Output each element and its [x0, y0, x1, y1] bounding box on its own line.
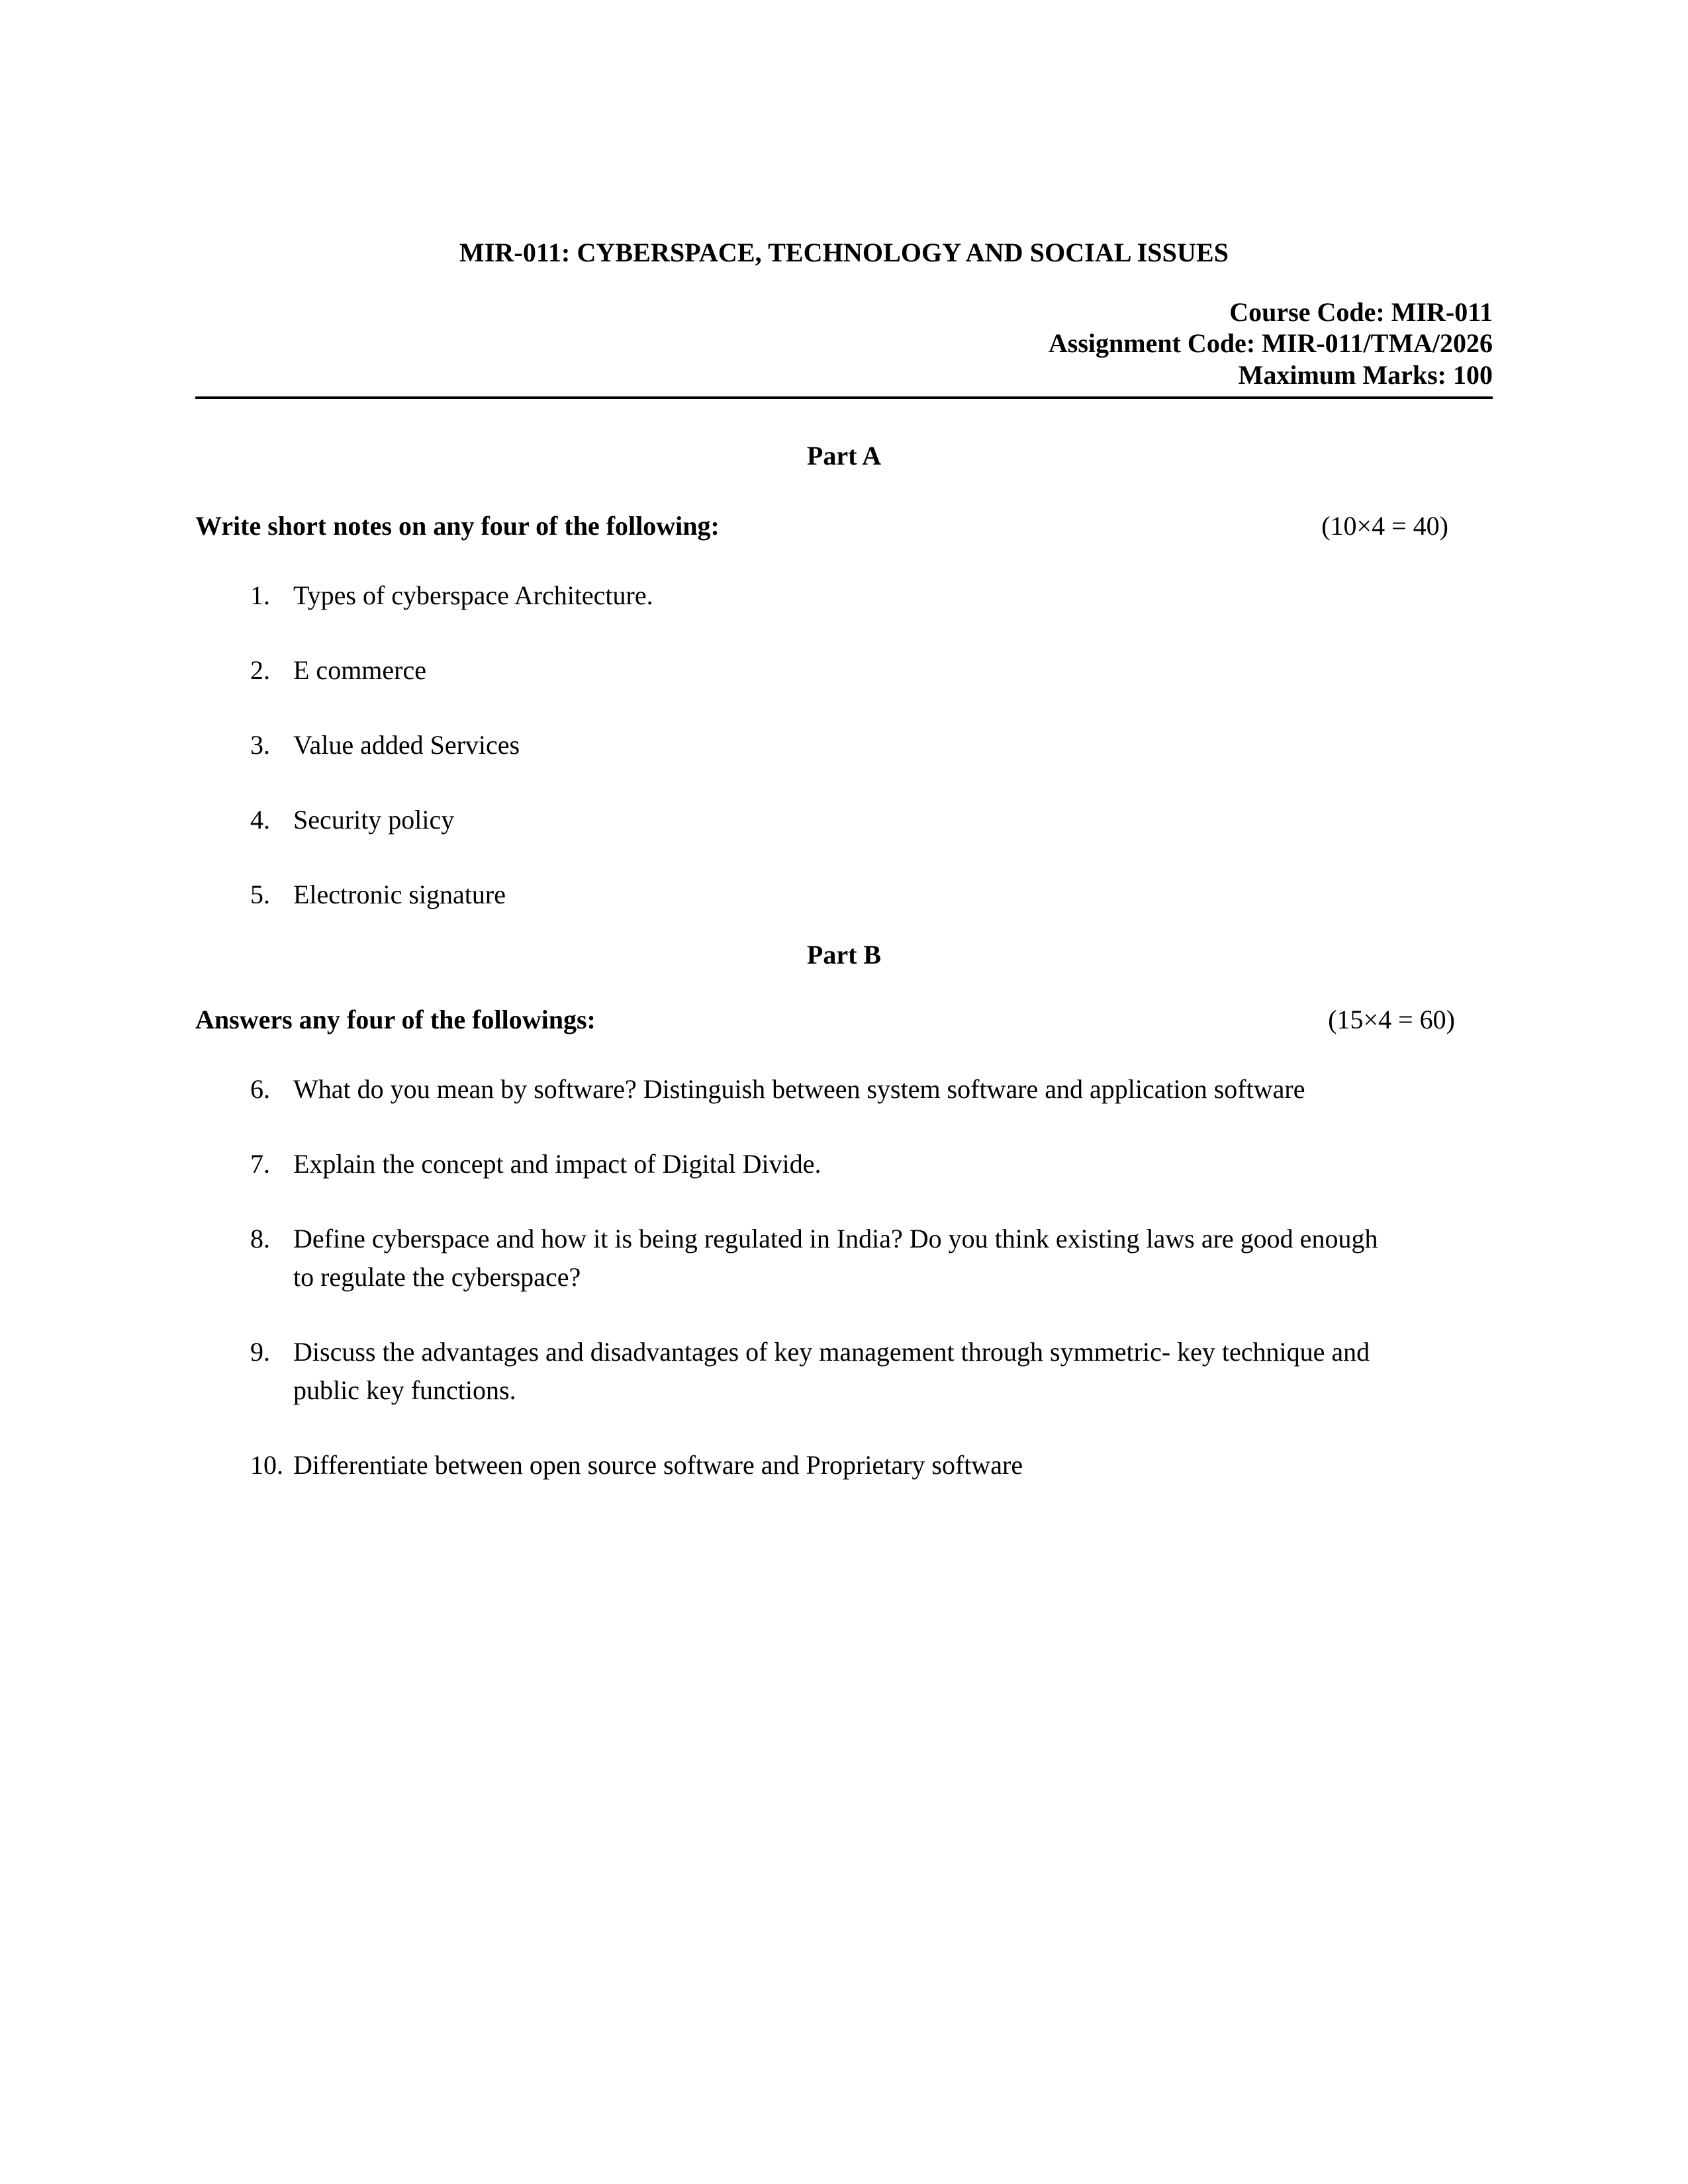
- list-item-number: 1.: [250, 580, 270, 610]
- list-item-text: Value added Services: [293, 729, 520, 760]
- course-code-line: Course Code: MIR-011: [1229, 297, 1493, 328]
- part-a-heading: Part A: [806, 440, 882, 471]
- list-item-number: 2.: [250, 655, 270, 685]
- list-item-number: 5.: [250, 879, 270, 909]
- list-item-number: 10.: [250, 1449, 283, 1480]
- list-item-number: 4.: [250, 804, 270, 835]
- list-item-number: 7.: [250, 1148, 270, 1179]
- list-item-text: What do you mean by software? Distinguish between system software and application software: [293, 1073, 1305, 1104]
- list-item-text: Discuss the advantages and disadvantages of key management through symmetric- key technique and public key functions.: [293, 1336, 1370, 1405]
- list-item-text: Define cyberspace and how it is being regulated in India? Do you think existing laws are good enough to regulate the cyberspace?: [293, 1223, 1378, 1292]
- list-item-text: Differentiate between open source software and Proprietary software: [293, 1449, 1023, 1480]
- list-item: [195, 1333, 1493, 1410]
- maximum-marks-line: Maximum Marks: 100: [1238, 359, 1493, 390]
- list-item: [195, 1446, 1493, 1484]
- list-item-text: Security policy: [293, 804, 455, 835]
- part-a-instruction-row: [195, 472, 1493, 542]
- page-title: MIR-011: CYBERSPACE, TECHNOLOGY AND SOCIAL ISSUES: [459, 238, 1229, 267]
- list-item-text: Types of cyberspace Architecture.: [293, 580, 653, 610]
- part-b-instruction-text: Answers any four of the followings:: [195, 1004, 596, 1034]
- list-item-text: E commerce: [293, 655, 426, 685]
- list-item-number: 3.: [250, 729, 270, 760]
- list-item-number: 8.: [250, 1223, 270, 1253]
- list-item-text: Electronic signature: [293, 879, 506, 909]
- list-item-number: 9.: [250, 1336, 270, 1367]
- list-item: [195, 801, 1493, 839]
- part-b-instruction-row: [195, 971, 1493, 1036]
- part-a-instruction-text: Write short notes on any four of the following:: [195, 510, 720, 541]
- list-item-number: 6.: [250, 1073, 270, 1104]
- list-item: [195, 651, 1493, 690]
- part-b-question-list: [195, 1036, 1493, 1484]
- list-item: [195, 1070, 1493, 1109]
- list-item: [195, 876, 1493, 914]
- list-item: [195, 726, 1493, 764]
- assignment-code-line: Assignment Code: MIR-011/TMA/2026: [1048, 328, 1493, 359]
- part-b-heading: Part B: [806, 939, 882, 970]
- list-item: [195, 1145, 1493, 1183]
- part-b-marks-note: (15×4 = 60): [1328, 1004, 1455, 1034]
- part-a-question-list: [195, 542, 1493, 914]
- document-content-column: [195, 0, 1493, 1484]
- list-item: [195, 576, 1493, 615]
- list-item-text: Explain the concept and impact of Digital Divide.: [293, 1148, 821, 1179]
- part-a-marks-note: (10×4 = 40): [1321, 510, 1448, 541]
- list-item: [195, 1220, 1493, 1297]
- assignment-meta-block: [195, 268, 1493, 390]
